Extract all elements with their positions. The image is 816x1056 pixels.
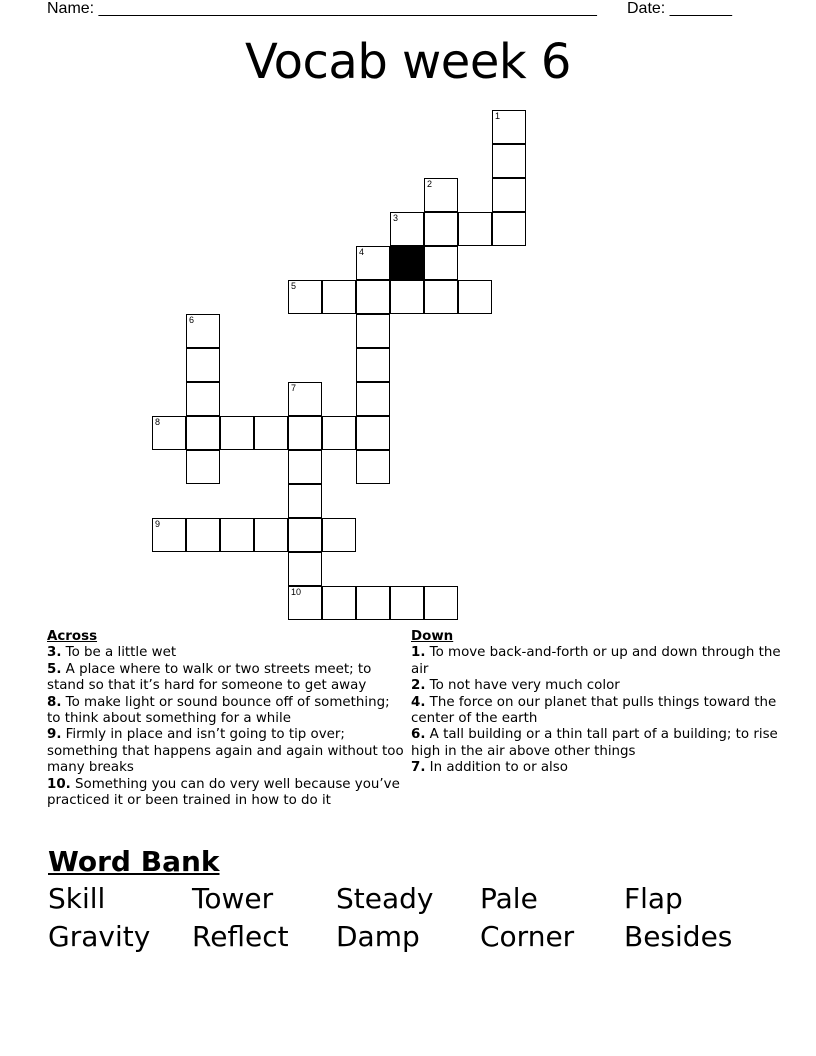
grid-cell[interactable] [458, 212, 492, 246]
grid-cell[interactable] [288, 416, 322, 450]
clue-number: 9 [155, 519, 161, 529]
grid-cell[interactable] [356, 348, 390, 382]
grid-cell[interactable] [186, 518, 220, 552]
grid-cell[interactable] [254, 416, 288, 450]
down-clue [411, 727, 781, 760]
word-bank-word: Pale [480, 882, 538, 915]
grid-cell[interactable] [356, 314, 390, 348]
grid-cell[interactable] [492, 212, 526, 246]
clue-number: 8 [155, 417, 161, 427]
across-clues [47, 629, 407, 809]
grid-cell[interactable] [356, 382, 390, 416]
clue-num: 10. [47, 776, 71, 792]
clue-text: To move back-and-forth or up and down through the air [411, 645, 781, 677]
clue-number: 3 [393, 213, 399, 223]
clue-text: A place where to walk or two streets meet; to stand so that it’s hard for someone to get away [47, 661, 372, 694]
clue-num: 9. [47, 727, 62, 743]
word-bank-word: Skill [48, 882, 106, 915]
clue-number: 6 [189, 315, 195, 325]
grid-cell[interactable] [356, 246, 390, 280]
grid-cell[interactable] [254, 518, 288, 552]
word-bank-word: Tower [192, 882, 274, 915]
grid-cell[interactable] [186, 416, 220, 450]
grid-cell[interactable] [288, 484, 322, 518]
grid-cell[interactable] [220, 518, 254, 552]
down-clue [411, 695, 781, 728]
grid-cell[interactable] [322, 518, 356, 552]
word-bank-word: Flap [624, 882, 683, 915]
clue-number: 5 [291, 281, 297, 291]
grid-cell[interactable] [322, 416, 356, 450]
down-clue [411, 760, 781, 776]
down-heading: Down [411, 629, 454, 644]
grid-cell[interactable] [390, 280, 424, 314]
clue-number: 2 [427, 179, 433, 189]
clue-number: 1 [495, 111, 501, 121]
word-bank-title: Word Bank [48, 845, 220, 878]
grid-cell[interactable] [288, 382, 322, 416]
clue-text: To not have very much color [429, 678, 620, 694]
black-cell [390, 246, 424, 280]
grid-cell[interactable] [356, 450, 390, 484]
grid-cell[interactable] [492, 144, 526, 178]
grid-cell[interactable] [458, 280, 492, 314]
clue-text: The force on our planet that pulls things toward the center of the earth [411, 694, 777, 727]
grid-cell[interactable] [288, 586, 322, 620]
clue-text: A tall building or a thin tall part of a building; to rise high in the air above other things [411, 727, 778, 759]
grid-cell[interactable] [186, 348, 220, 382]
grid-cell[interactable] [390, 212, 424, 246]
clue-num: 5. [47, 661, 62, 677]
grid-cell[interactable] [186, 382, 220, 416]
across-clue [47, 662, 407, 695]
across-clue [47, 645, 407, 661]
word-bank-word: Damp [336, 920, 420, 953]
grid-cell[interactable] [492, 178, 526, 212]
across-heading: Across [47, 629, 98, 644]
date-field[interactable]: Date: _______ [627, 0, 732, 17]
word-bank-word: Gravity [48, 920, 151, 953]
grid-cell[interactable] [288, 552, 322, 586]
down-clue [411, 678, 781, 694]
grid-cell[interactable] [152, 518, 186, 552]
clue-num: 4. [411, 694, 426, 710]
down-clue [411, 645, 781, 678]
grid-cell[interactable] [322, 280, 356, 314]
clue-text: Firmly in place and isn’t going to tip over; something that happens again and again without too many breaks [47, 727, 404, 776]
grid-cell[interactable] [152, 416, 186, 450]
grid-cell[interactable] [186, 314, 220, 348]
clue-num: 6. [411, 727, 426, 743]
clue-num: 1. [411, 645, 426, 661]
grid-cell[interactable] [288, 450, 322, 484]
clue-text: To make light or sound bounce off of something; to think about something for a while [47, 694, 390, 727]
down-clues [411, 629, 781, 777]
grid-cell[interactable] [322, 586, 356, 620]
grid-cell[interactable] [186, 450, 220, 484]
grid-cell[interactable] [492, 110, 526, 144]
across-clue [47, 727, 407, 776]
clue-num: 2. [411, 678, 426, 694]
clue-text: To be a little wet [65, 645, 177, 661]
grid-cell[interactable] [390, 586, 424, 620]
grid-cell[interactable] [424, 212, 458, 246]
page-title: Vocab week 6 [245, 34, 571, 90]
grid-cell[interactable] [288, 518, 322, 552]
grid-cell[interactable] [356, 416, 390, 450]
grid-cell[interactable] [424, 178, 458, 212]
clue-number: 4 [359, 247, 365, 257]
grid-cell[interactable] [356, 586, 390, 620]
word-bank-word: Steady [336, 882, 434, 915]
word-bank-word: Besides [624, 920, 733, 953]
clue-text: In addition to or also [429, 760, 568, 776]
name-field[interactable]: Name: ________________________________________________________ [47, 0, 597, 17]
word-bank-word: Reflect [192, 920, 289, 953]
grid-cell[interactable] [288, 280, 322, 314]
across-clue [47, 695, 407, 728]
grid-cell[interactable] [356, 280, 390, 314]
clue-num: 8. [47, 694, 62, 710]
grid-cell[interactable] [424, 246, 458, 280]
grid-cell[interactable] [424, 586, 458, 620]
clue-text: Something you can do very well because you’ve practiced it or been trained in how to do it [47, 776, 400, 809]
clue-num: 7. [411, 760, 426, 776]
across-clue [47, 777, 407, 810]
grid-cell[interactable] [220, 416, 254, 450]
word-bank-word: Corner [480, 920, 575, 953]
clue-num: 3. [47, 645, 62, 661]
clue-number: 10 [291, 587, 302, 597]
grid-cell[interactable] [424, 280, 458, 314]
clue-number: 7 [291, 383, 297, 393]
